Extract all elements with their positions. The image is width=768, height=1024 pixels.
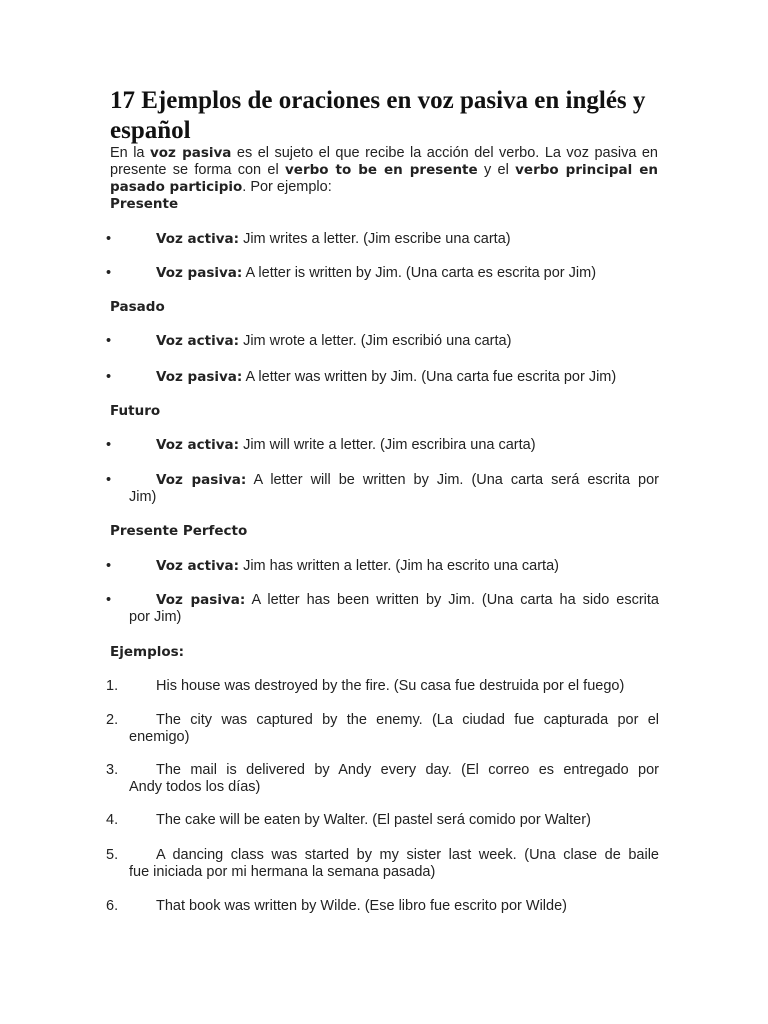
examples-heading: Ejemplos: [110, 644, 185, 660]
item-text-continuation: Jim) [129, 489, 157, 505]
item-text: The cake will be eaten by Walter. (El pastel será comido por Walter) [156, 812, 591, 828]
bullet-icon: • [106, 265, 112, 281]
bullet-icon: • [106, 592, 112, 608]
intro-bold-verbo-principal: verbo principal en pasado participio [110, 162, 658, 195]
item-text: His house was destroyed by the fire. (Su casa fue destruida por el fuego) [156, 678, 625, 694]
section-heading-futuro: Futuro [110, 403, 161, 419]
item-number: 3. [106, 762, 119, 778]
item-number: 6. [106, 898, 119, 914]
item-text: A letter will be written by Jim. (Una carta será escrita por [246, 472, 659, 488]
item-label: Voz pasiva: [156, 592, 246, 608]
item-number: 1. [106, 678, 119, 694]
list-item [106, 558, 659, 575]
item-text: A letter was written by Jim. (Una carta fue escrita por Jim) [242, 369, 617, 385]
item-text-continuation: fue iniciada por mi hermana la semana pasada) [129, 864, 436, 880]
item-number: 5. [106, 847, 119, 863]
bullet-icon: • [106, 231, 112, 247]
intro-paragraph [110, 145, 658, 196]
item-text-continuation: enemigo) [129, 729, 190, 745]
bullet-icon: • [106, 558, 112, 574]
bullet-icon: • [106, 333, 112, 349]
section-heading-presente-perfecto: Presente Perfecto [110, 523, 248, 539]
bullet-icon: • [106, 472, 112, 488]
item-text: That book was written by Wilde. (Ese libro fue escrito por Wilde) [156, 898, 567, 914]
list-item [106, 592, 659, 626]
item-text-continuation: Andy todos los días) [129, 779, 261, 795]
section-heading-pasado: Pasado [110, 299, 165, 315]
intro-text-3: y el [477, 162, 516, 178]
list-item [106, 437, 659, 454]
item-text: A letter has been written by Jim. (Una carta ha sido escrita [245, 592, 659, 608]
item-number: 4. [106, 812, 119, 828]
intro-text-2: es el sujeto el que recibe la acción del verbo. La voz pasiva en presente se forma con el [110, 145, 658, 178]
item-label: Voz activa: [156, 231, 240, 247]
item-text: A dancing class was started by my sister last week. (Una clase de baile [156, 847, 659, 863]
item-label: Voz pasiva: [156, 265, 243, 281]
numbered-item [106, 898, 659, 915]
intro-text-1: En la [110, 145, 150, 161]
numbered-item [106, 762, 659, 796]
bullet-icon: • [106, 369, 112, 385]
numbered-item [106, 847, 659, 881]
list-item [106, 472, 659, 506]
item-text: Jim will write a letter. (Jim escribira una carta) [239, 437, 536, 453]
item-text: Jim wrote a letter. (Jim escribió una carta) [239, 333, 512, 349]
list-item [106, 265, 659, 282]
page-title: 17 Ejemplos de oraciones en voz pasiva en inglés y español [110, 87, 646, 144]
item-label: Voz activa: [156, 558, 240, 574]
intro-bold-verbo-to-be: verbo to be en presente [285, 162, 478, 178]
item-text: Jim writes a letter. (Jim escribe una carta) [239, 231, 511, 247]
item-label: Voz pasiva: [156, 472, 247, 488]
section-heading-presente: Presente [110, 196, 179, 212]
item-text: The mail is delivered by Andy every day. (El correo es entregado por [156, 762, 659, 778]
item-text-continuation: por Jim) [129, 609, 182, 625]
item-text: Jim has written a letter. (Jim ha escrito una carta) [239, 558, 559, 574]
list-item [106, 231, 659, 248]
intro-bold-voz-pasiva: voz pasiva [149, 145, 232, 161]
item-label: Voz pasiva: [156, 369, 243, 385]
item-number: 2. [106, 712, 119, 728]
item-label: Voz activa: [156, 437, 240, 453]
item-text: A letter is written by Jim. (Una carta es escrita por Jim) [242, 265, 597, 281]
item-label: Voz activa: [156, 333, 240, 349]
numbered-item [106, 712, 659, 746]
list-item [106, 333, 659, 350]
numbered-item [106, 678, 659, 695]
intro-text-4: . Por ejemplo: [242, 179, 332, 195]
list-item [106, 369, 659, 386]
numbered-item [106, 812, 659, 829]
bullet-icon: • [106, 437, 112, 453]
item-text: The city was captured by the enemy. (La ciudad fue capturada por el [156, 712, 659, 728]
